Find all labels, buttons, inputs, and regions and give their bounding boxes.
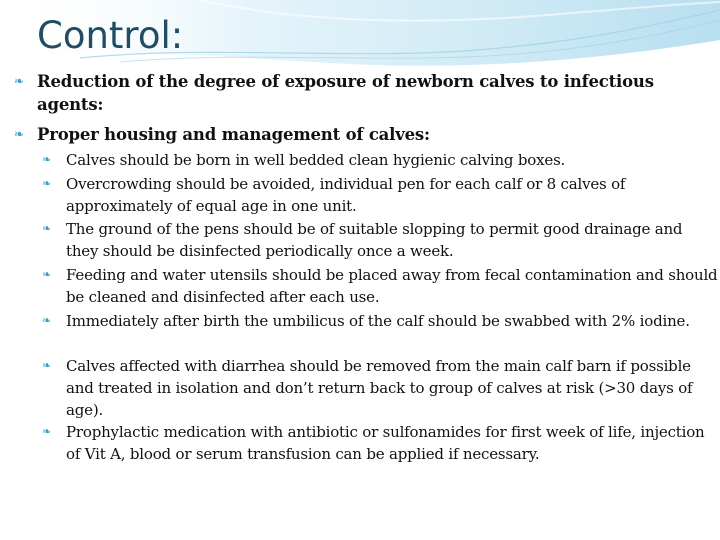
list-item	[14, 70, 687, 116]
bullet-icon: ❧	[42, 425, 52, 438]
list-item-text: The ground of the pens should be of suitable slopping to permit good drainage and they should be disinfected periodically once a week.	[66, 220, 683, 260]
list-item-text: Immediately after birth the umbilicus of the calf should be swabbed with 2% iodine.	[66, 312, 690, 330]
bullet-icon: ❧	[14, 74, 24, 88]
list-item	[42, 218, 718, 262]
list-item	[42, 264, 718, 308]
list-item-text: Feeding and water utensils should be placed away from fecal contamination and should be cleaned and disinfected after each use.	[66, 266, 718, 306]
list-item	[14, 123, 687, 146]
list-item-text: Proper housing and management of calves:	[37, 125, 430, 144]
bullet-icon: ❧	[42, 314, 52, 327]
bullet-icon: ❧	[42, 359, 52, 372]
list-item-text: Prophylactic medication with antibiotic or sulfonamides for first week of life, injection of Vit A, blood or serum transfusion can be applied if necessary.	[66, 423, 705, 463]
list-item-text: Reduction of the degree of exposure of newborn calves to infectious agents:	[37, 72, 654, 114]
list-item	[42, 173, 718, 217]
bullet-icon: ❧	[42, 153, 52, 166]
list-item-text: Calves affected with diarrhea should be removed from the main calf barn if possible and treated in isolation and don’t return back to group of calves at risk (>30 days of age).	[66, 357, 693, 419]
slide-title: Control:	[37, 14, 184, 57]
bullet-icon: ❧	[14, 127, 24, 141]
list-item	[42, 421, 718, 465]
bullet-icon: ❧	[42, 177, 52, 190]
list-item-text: Calves should be born in well bedded clean hygienic calving boxes.	[66, 151, 566, 169]
list-item	[42, 310, 718, 332]
list-item	[42, 355, 718, 421]
bullet-icon: ❧	[42, 222, 52, 235]
list-item-text: Overcrowding should be avoided, individual pen for each calf or 8 calves of approximately of equal age in one unit.	[66, 175, 626, 215]
bullet-icon: ❧	[42, 268, 52, 281]
list-item	[42, 149, 718, 171]
